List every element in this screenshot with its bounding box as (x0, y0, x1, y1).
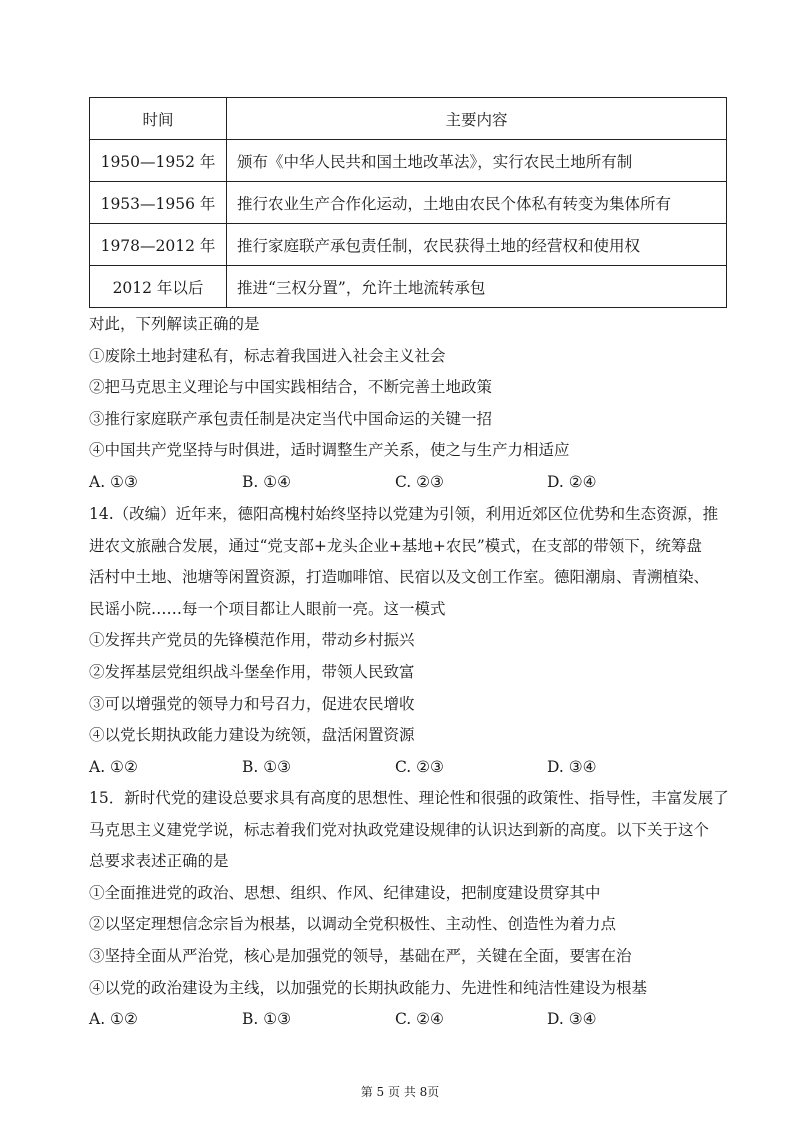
option-1: ①废除土地封建私有，标志着我国进入社会主义社会 (89, 346, 446, 365)
option-4: ④以党长期执政能力建设为统领，盘活闲置资源 (89, 726, 415, 745)
row-content: 推行家庭联产承包责任制，农民获得土地的经营权和使用权 (227, 224, 727, 266)
option-4: ④中国共产党坚持与时俱进，适时调整生产关系，使之与生产力相适应 (89, 441, 570, 460)
table-row (90, 266, 727, 308)
row-content: 颁布《中华人民共和国土地改革法》，实行农民土地所有制 (227, 140, 727, 182)
page-footer: 第 5 页 共 8页 (360, 1085, 440, 1099)
option-4: ④以党的政治建设为主线，以加强党的长期执政能力、先进性和纯洁性建设为根基 (89, 978, 648, 997)
choice-a[interactable]: A. ①② (89, 1010, 138, 1029)
header-time: 时间 (90, 98, 227, 140)
option-1: ①发挥共产党员的先锋模范作用，带动乡村振兴 (89, 631, 415, 650)
row-content: 推进“三权分置”，允许土地流转承包 (227, 266, 727, 308)
choice-b[interactable]: B. ①③ (242, 757, 292, 776)
choice-a[interactable]: A. ①③ (89, 472, 138, 491)
option-1: ①全面推进党的政治、思想、组织、作风、纪律建设，把制度建设贯穿其中 (89, 883, 601, 902)
option-3: ③推行家庭联产承包责任制是决定当代中国命运的关键一招 (89, 409, 493, 428)
answer-choices (89, 467, 729, 499)
question-stem-line: 15．新时代党的建设总要求具有高度的思想性、理论性和很强的政策性、指导性，丰富发展了 (89, 789, 729, 807)
question-15 (89, 783, 729, 1036)
table-row (90, 224, 727, 266)
row-period: 1953—1956 年 (90, 182, 227, 224)
table-row (90, 182, 727, 224)
table-header-row (90, 98, 727, 140)
table-row (90, 140, 727, 182)
row-period: 1950—1952 年 (90, 140, 227, 182)
choice-d[interactable]: D. ③④ (547, 757, 597, 776)
row-period: 2012 年以后 (90, 266, 227, 308)
choice-a[interactable]: A. ①② (89, 757, 138, 776)
question-stem-line: 民谣小院……每一个项目都让人眼前一亮。这一模式 (89, 599, 446, 618)
header-content: 主要内容 (227, 98, 727, 140)
question-stem: 对此，下列解读正确的是 (89, 315, 260, 333)
question-stem-line: 活村中土地、池塘等闲置资源，打造咖啡馆、民宿以及文创工作室。德阳潮扇、青溯植染、 (89, 568, 710, 587)
row-content: 推行农业生产合作化运动，土地由农民个体私有转变为集体所有 (227, 182, 727, 224)
land-policy-table (89, 97, 727, 308)
option-3: ③坚持全面从严治党，核心是加强党的领导，基础在严，关键在全面，要害在治 (89, 946, 632, 965)
choice-d[interactable]: D. ③④ (547, 1010, 597, 1029)
option-3: ③可以增强党的领导力和号召力，促进农民增收 (89, 694, 415, 713)
answer-choices (89, 752, 729, 784)
question-stem-line: 总要求表述正确的是 (89, 852, 229, 871)
choice-c[interactable]: C. ②③ (395, 757, 444, 776)
choice-b[interactable]: B. ①④ (242, 472, 292, 491)
choice-b[interactable]: B. ①③ (242, 1010, 292, 1029)
choice-c[interactable]: C. ②③ (395, 472, 444, 491)
choice-c[interactable]: C. ②④ (395, 1010, 444, 1029)
question-stem-line: 14.（改编）近年来，德阳高槐村始终坚持以党建为引领，利用近郊区位优势和生态资源，推 (89, 505, 719, 523)
option-2: ②以坚定理想信念宗旨为根基，以调动全党积极性、主动性、创造性为着力点 (89, 915, 617, 934)
question-stem-line: 马克思主义建党学说，标志着我们党对执政党建设规律的认识达到新的高度。以下关于这个 (89, 820, 710, 839)
option-2: ②发挥基层党组织战斗堡垒作用，带领人民致富 (89, 662, 415, 681)
choice-d[interactable]: D. ②④ (547, 472, 597, 491)
row-period: 1978—2012 年 (90, 224, 227, 266)
option-2: ②把马克思主义理论与中国实践相结合，不断完善土地政策 (89, 378, 493, 397)
answer-choices (89, 1004, 729, 1036)
question-stem-line: 进农文旅融合发展，通过“党支部+龙头企业+基地+农民”模式，在支部的带领下，统筹盘 (89, 536, 702, 555)
question-14 (89, 499, 729, 783)
question-13 (89, 309, 729, 499)
